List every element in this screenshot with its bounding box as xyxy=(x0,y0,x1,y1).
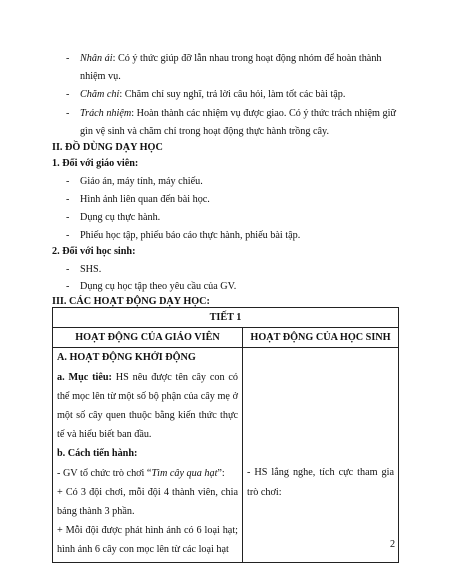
quality-item xyxy=(80,88,345,101)
quality-text: : Hoàn thành các nhiệm vụ được giao. Có ý thức trách nhiệm giữ xyxy=(131,108,396,119)
activity-title: A. HOẠT ĐỘNG KHỞI ĐỘNG xyxy=(57,352,196,364)
list-item: Hình ảnh liên quan đến bài học. xyxy=(80,194,210,205)
student-response: - HS lắng nghe, tích cực tham gia trò chơi: xyxy=(247,467,394,498)
goal-text: HS nêu được tên cây con có thể mọc lên từ một số bộ phận của cây mẹ ở một số cây quen thuộc bằng kiến thức thực tế và hiểu biết ban đầu. xyxy=(57,371,238,441)
section-heading: II. ĐỒ DÙNG DẠY HỌC xyxy=(52,142,163,153)
game-suffix: ”: xyxy=(217,467,225,479)
goal-paragraph xyxy=(57,368,238,445)
quality-item xyxy=(80,107,396,120)
quality-text: : Chăm chỉ suy nghĩ, trả lời câu hỏi, làm tốt các bài tập. xyxy=(119,89,346,100)
game-step: + Có 3 đội chơi, mỗi đội 4 thành viên, chia bảng thành 3 phần. xyxy=(57,486,238,518)
bullet-dash: - xyxy=(66,89,70,100)
table-row xyxy=(53,308,399,328)
table-row xyxy=(53,328,399,348)
column-header-student: HOẠT ĐỘNG CỦA HỌC SINH xyxy=(243,328,399,348)
student-activity-cell xyxy=(243,348,399,563)
cell-spacer xyxy=(247,348,394,463)
lesson-table xyxy=(52,307,399,563)
goal-label: a. Mục tiêu: xyxy=(57,371,112,383)
subsection-heading: 1. Đối với giáo viên: xyxy=(52,158,139,169)
quality-continuation: gìn vệ sinh và chăm chỉ trong hoạt động thực hành trồng cây. xyxy=(80,126,330,137)
list-item: Phiếu học tập, phiếu báo cáo thực hành, phiếu bài tập. xyxy=(80,230,301,241)
bullet-dash: - xyxy=(66,281,70,292)
quality-term: Trách nhiệm xyxy=(80,108,132,119)
bullet-dash: - xyxy=(66,264,70,275)
process-label: b. Cách tiến hành: xyxy=(57,448,138,460)
quality-term: Chăm chỉ xyxy=(80,89,120,100)
game-intro xyxy=(57,464,238,483)
table-row xyxy=(53,348,399,563)
quality-item xyxy=(80,52,398,65)
bullet-dash: - xyxy=(66,108,70,119)
bullet-dash: - xyxy=(66,194,70,205)
section-heading: III. CÁC HOẠT ĐỘNG DẠY HỌC: xyxy=(52,296,210,307)
bullet-dash: - xyxy=(66,212,70,223)
teacher-activity-cell xyxy=(53,348,243,563)
game-step: + Mỗi đội được phát hình ảnh có 6 loại hạt; hình ảnh 6 cây con mọc lên từ các loại hạt xyxy=(57,525,238,556)
lesson-title: TIẾT 1 xyxy=(53,308,399,328)
quality-term: Nhân ái xyxy=(80,53,113,64)
column-header-teacher: HOẠT ĐỘNG CỦA GIÁO VIÊN xyxy=(53,328,243,348)
quality-text: : Có ý thức giúp đỡ lẫn nhau trong hoạt động nhóm để hoàn thành xyxy=(112,53,382,64)
bullet-dash: - xyxy=(66,176,70,187)
bullet-dash: - xyxy=(66,53,70,64)
game-name: Tìm cây qua hạt xyxy=(151,467,218,479)
list-item: Dụng cụ học tập theo yêu cầu của GV. xyxy=(80,281,237,292)
quality-continuation: nhiệm vụ. xyxy=(80,71,121,82)
list-item: Dụng cụ thực hành. xyxy=(80,212,161,223)
bullet-dash: - xyxy=(66,230,70,241)
page-number: 2 xyxy=(390,539,396,550)
subsection-heading: 2. Đối với học sinh: xyxy=(52,246,136,257)
game-prefix: - GV tổ chức trò chơi “ xyxy=(57,467,152,479)
list-item: SHS. xyxy=(80,264,102,275)
list-item: Giáo án, máy tính, máy chiếu. xyxy=(80,176,203,187)
